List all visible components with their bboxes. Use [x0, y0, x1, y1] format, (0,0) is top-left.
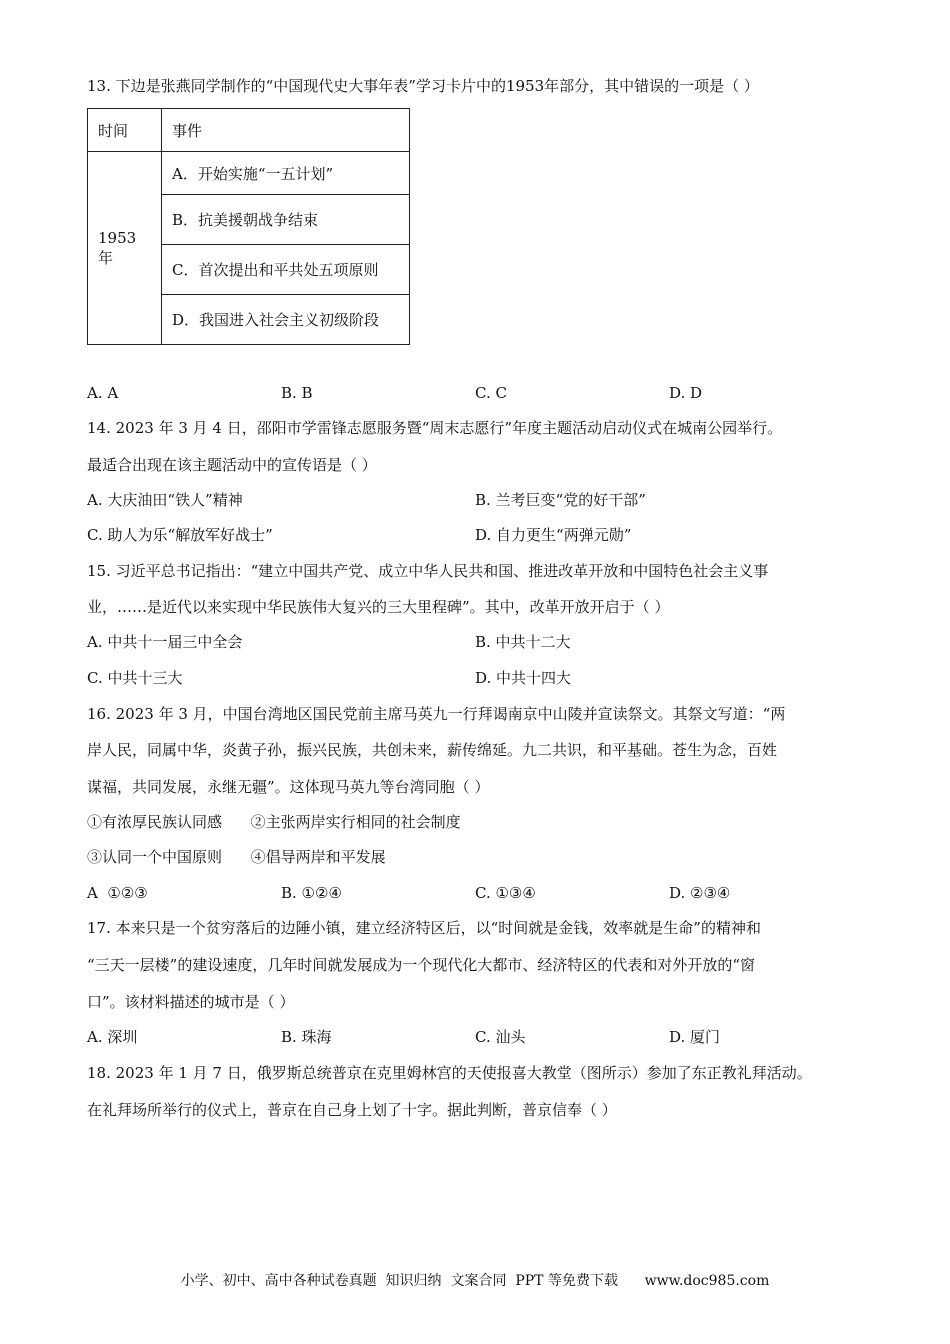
q15-stem-line-1: 15. 习近平总书记指出：“建立中国共产党、成立中华人民共和国、推进改革开放和中国特色社会主义事 [87, 562, 769, 580]
q17-stem-line-1: 17. 本来只是一个贫穷落后的边陲小镇，建立经济特区后，以“时间就是金钱，效率就是生命”的精神和 [87, 919, 761, 937]
table-event-d: D．我国进入社会主义初级阶段 [162, 295, 410, 345]
q14-option-c: C. 助人为乐“解放军好战士” [87, 526, 273, 544]
q16-option-b: B. ①②④ [281, 884, 342, 902]
q18-stem-line-1: 18. 2023 年 1 月 7 日，俄罗斯总统普京在克里姆林宫的天使报喜大教堂（图所示）参加了东正教礼拜活动。 [87, 1064, 812, 1082]
q17-stem-line-3: 口”。该材料描述的城市是（ ） [87, 993, 295, 1011]
table-year-cell: 1953 年 [88, 152, 162, 345]
q13-option-d: D. D [669, 384, 703, 402]
table-event-c: C．首次提出和平共处五项原则 [162, 245, 410, 295]
q13-event-table [87, 108, 410, 345]
q17-option-c: C. 汕头 [475, 1028, 526, 1046]
q14-option-d: D. 自力更生“两弹元勋” [475, 526, 632, 544]
q14-stem-line-2: 最适合出现在该主题活动中的宣传语是（ ） [87, 456, 377, 474]
page-footer: 小学、初中、高中各种试卷真题 知识归纳 文案合同 PPT 等免费下载 www.doc985.com [180, 1273, 770, 1289]
q16-statements-line-2: ③认同一个中国原则 ④倡导两岸和平发展 [87, 848, 386, 866]
q15-option-a: A. 中共十一届三中全会 [87, 633, 243, 651]
q16-stem-line-3: 谋福，共同发展，永继无疆”。这体现马英九等台湾同胞（ ） [87, 778, 490, 796]
q17-stem-line-2: “三天一层楼”的建设速度，几年时间就发展成为一个现代化大都市、经济特区的代表和对外开放的“窗 [87, 956, 756, 974]
q13-option-b: B. B [281, 384, 313, 402]
q16-statements-line-1: ①有浓厚民族认同感 ②主张两岸实行相同的社会制度 [87, 813, 461, 831]
q18-stem-line-2: 在礼拜场所举行的仪式上，普京在自己身上划了十字。据此判断，普京信奉（ ） [87, 1101, 617, 1119]
q13-option-c: C. C [475, 384, 507, 402]
q15-option-c: C. 中共十三大 [87, 669, 183, 687]
q14-option-a: A. 大庆油田“铁人”精神 [87, 491, 243, 509]
q13-stem: 13. 下边是张燕同学制作的“中国现代史大事年表”学习卡片中的1953年部分，其中错误的一项是（ ） [87, 77, 759, 95]
table-event-b: B．抗美援朝战争结束 [162, 195, 410, 245]
q17-option-a: A. 深圳 [87, 1028, 138, 1046]
q15-option-b: B. 中共十二大 [475, 633, 571, 651]
table-header-event: 事件 [162, 109, 410, 152]
q15-option-d: D. 中共十四大 [475, 669, 572, 687]
q16-option-d: D. ②③④ [669, 884, 731, 902]
q16-stem-line-2: 岸人民，同属中华，炎黄子孙，振兴民族，共创未来，薪传绵延。九二共识，和平基础。苍生为念，百姓 [87, 741, 778, 759]
q16-option-c: C. ①③④ [475, 884, 536, 902]
table-event-a: A．开始实施“一五计划” [162, 152, 410, 195]
q14-stem-line-1: 14. 2023 年 3 月 4 日，邵阳市学雷锋志愿服务暨“周末志愿行”年度主题活动启动仪式在城南公园举行。 [87, 419, 783, 437]
q13-option-a: A. A [87, 384, 119, 402]
q17-option-d: D. 厦门 [669, 1028, 721, 1046]
q17-option-b: B. 珠海 [281, 1028, 332, 1046]
q14-option-b: B. 兰考巨变“党的好干部” [475, 491, 646, 509]
q16-stem-line-1: 16. 2023 年 3 月，中国台湾地区国民党前主席马英九一行拜谒南京中山陵并宣读祭文。其祭文写道：“两 [87, 705, 786, 723]
table-header-time: 时间 [88, 109, 162, 152]
q15-stem-line-2: 业，……是近代以来实现中华民族伟大复兴的三大里程碑”。其中，改革开放开启于（ ） [87, 598, 670, 616]
q16-option-a: A ①②③ [87, 884, 148, 902]
